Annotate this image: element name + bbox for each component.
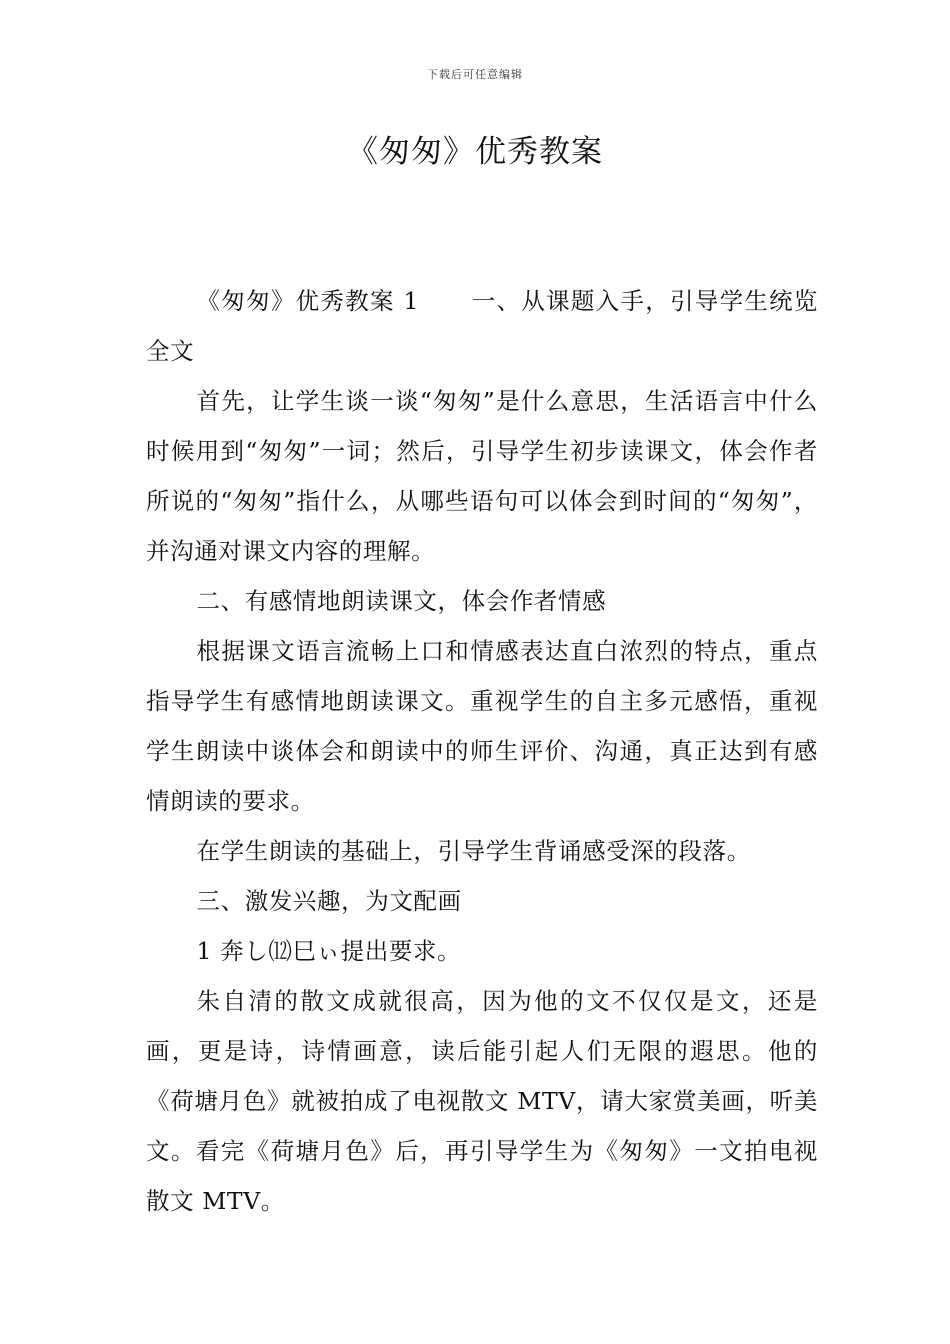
- paragraph: 首先，让学生谈一谈“匆匆”是什么意思，生活语言中什么时候用到“匆匆”一词；然后，引导学生初步读课文，体会作者所说的“匆匆”指什么，从哪些语句可以体会到时间的“匆匆”，并沟通对课文内容的理解。: [146, 387, 818, 565]
- intro-heading: 一、从课题入手，引导学生统览全文: [146, 287, 819, 365]
- section-heading: 三、激发兴趣，为文配画: [196, 887, 462, 915]
- paragraph: 根据课文语言流畅上口和情感表达直白浓烈的特点，重点指导学生有感情地朗读课文。重视学生的自主多元感悟，重视学生朗读中谈体会和朗读中的师生评价、沟通，真正达到有感情朗读的要求。: [146, 637, 818, 815]
- paragraph: 在学生朗读的基础上，引导学生背诵感受深的段落。: [196, 837, 751, 865]
- document-body: [146, 276, 818, 1226]
- header-note: 下载后可任意编辑: [427, 68, 523, 81]
- paragraph: 朱自清的散文成就很高，因为他的文不仅仅是文，还是画，更是诗，诗情画意，读后能引起人们无限的遐思。他的《荷塘月色》就被拍成了电视散文 MTV，请大家赏美画，听美文。看完《荷塘月色》后，再引导学生为《匆匆》一文拍电视散文 MTV。: [146, 987, 818, 1215]
- page-title: 《匆匆》优秀教案: [347, 134, 603, 170]
- section-heading: 二、有感情地朗读课文，体会作者情感: [196, 587, 607, 615]
- section-label: 《匆匆》优秀教案 1: [196, 287, 420, 315]
- intro-paragraph: [146, 276, 818, 376]
- paragraph: 1 奔し⑿巳ぃ提出要求。: [196, 937, 462, 965]
